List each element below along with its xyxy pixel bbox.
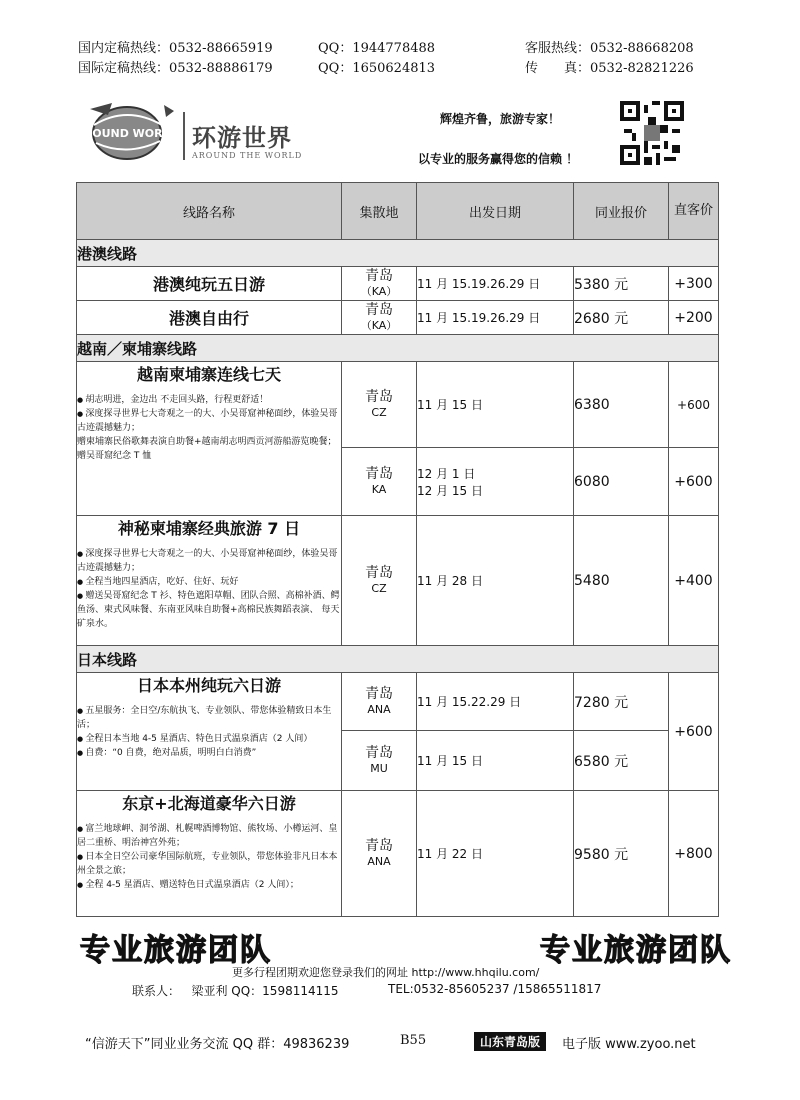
col-city: 集散地 (342, 183, 417, 240)
slogan-1: 辉煌齐鲁，旅游专家！ (440, 112, 561, 126)
route-name: 港澳自由行 (77, 301, 342, 335)
section-vn: 越南／柬埔寨线路 (77, 335, 719, 362)
city-cell: 青岛 ANA (342, 791, 417, 917)
section-jp: 日本线路 (77, 646, 719, 673)
price-cell: 2680 元 (574, 301, 669, 335)
qr-code-icon (620, 101, 684, 165)
dates-cell: 11 月 15.22.29 日 (417, 673, 574, 731)
route-detail (77, 362, 342, 516)
route-detail (77, 516, 342, 646)
brand-name-en: AROUND THE WORLD (192, 151, 303, 160)
globe-logo (82, 95, 177, 165)
dates-cell: 11 月 15 日 (417, 731, 574, 791)
col-price: 同业报价 (574, 183, 669, 240)
bullet: ● 深度探寻世界七大奇观之一的大、小吴哥窟神秘面纱，体验吴哥古迹震撼魅力； (77, 407, 341, 435)
direct-price-cell: +200 (669, 301, 719, 335)
bullet: ● 富兰地球岬、洞爷湖、札幌啤酒博物馆、熊牧场、小樽运河、皇居二重桥、明治神宫外苑； (77, 822, 341, 850)
qq-group: “信游天下”同业业务交流 QQ 群：49836239 (85, 1037, 350, 1052)
route-bullets (77, 704, 341, 760)
brand-name: 环游世界 (192, 123, 292, 152)
website-line: 更多行程团期欢迎您登录我们的网址 http://www.hhqilu.com/ (232, 966, 540, 979)
city-cell: 青岛 （KA） (342, 301, 417, 335)
site-url: 电子版 www.zyoo.net (562, 1037, 696, 1052)
qr-code (620, 101, 684, 165)
bullet: ● 全程日本当地 4-5 星酒店、特色日式温泉酒店（2 人间） (77, 732, 341, 746)
table-row (77, 516, 719, 646)
bullet: ● 深度探寻世界七大奇观之一的大、小吴哥窟神秘面纱，体验吴哥古迹震撼魅力； (77, 547, 341, 575)
table-row (77, 301, 719, 335)
col-route: 线路名称 (77, 183, 342, 240)
route-detail (77, 673, 342, 791)
price-cell: 7280 元 (574, 673, 669, 731)
contact-line: 联系人： 梁亚利 QQ：1598114115 (132, 984, 339, 998)
bullet: ● 自费：“0 自费，绝对品质，明明白白消费” (77, 746, 341, 760)
domestic-hotline: 国内定稿热线：0532-88665919 (78, 41, 273, 56)
bullet: ● 五星服务：全日空/东航执飞、专业领队、带您体验精致日本生活； (77, 704, 341, 732)
price-cell: 6580 元 (574, 731, 669, 791)
service-hotline: 客服热线：0532-88668208 (525, 41, 694, 56)
table-row (77, 267, 719, 301)
table-row (77, 673, 719, 731)
direct-price-cell: +600 (669, 362, 719, 448)
direct-price-cell: +600 (669, 448, 719, 516)
route-name: 港澳纯玩五日游 (77, 267, 342, 301)
domestic-qq: QQ：1944778488 (318, 41, 436, 56)
city-cell: 青岛 （KA） (342, 267, 417, 301)
table-header (77, 183, 719, 240)
slogan-2: 以专业的服务赢得您的信赖 ！ (418, 152, 579, 166)
svg-text:AROUND WORLD: AROUND WORLD (82, 127, 177, 140)
bullet: ● 赠送吴哥窟纪念 T 衫、特色遮阳草帽、团队合照、高棉补酒、鳄鱼汤、柬式风味餐、东南亚风味自助餐+高棉民族舞蹈表演、 每天矿泉水。 (77, 589, 341, 631)
page-number: B55 (400, 1033, 427, 1048)
city-cell: 青岛 KA (342, 448, 417, 516)
section-hk: 港澳线路 (77, 240, 719, 267)
bullet: ● 全程 4-5 星酒店、赠送特色日式温泉酒店（2 人间）； (77, 878, 341, 892)
brand-divider (183, 112, 185, 160)
table-row (77, 362, 719, 448)
dates-cell: 11 月 15 日 (417, 362, 574, 448)
direct-price-cell: +400 (669, 516, 719, 646)
route-title: 神秘柬埔寨经典旅游 7 日 (117, 519, 301, 538)
banner-left: 专业旅游团队 (80, 933, 272, 968)
dates-cell: 12 月 1 日 12 月 15 日 (417, 448, 574, 516)
banner-right: 专业旅游团队 (540, 933, 732, 968)
tel-line: TEL:0532-85605237 /15865511817 (388, 982, 602, 996)
city-cell: 青岛 CZ (342, 362, 417, 448)
price-cell: 9580 元 (574, 791, 669, 917)
route-price-table (76, 182, 719, 917)
edition-stamp: 山东青岛版 (474, 1032, 546, 1051)
direct-price-cell: +600 (669, 673, 719, 791)
bullet: ● 胡志明进，金边出 不走回头路，行程更舒适！ (77, 393, 341, 407)
dates-cell: 11 月 22 日 (417, 791, 574, 917)
intl-hotline: 国际定稿热线：0532-88886179 (78, 61, 273, 76)
bullet: 赠柬埔寨民俗歌舞表演自助餐+越南胡志明西贡河游船游览晚餐；赠吴哥窟纪念 T 恤 (77, 437, 337, 461)
direct-price-cell: +800 (669, 791, 719, 917)
dates-cell: 11 月 15.19.26.29 日 (417, 301, 574, 335)
route-title: 东京+北海道豪华六日游 (122, 794, 296, 813)
col-direct: 直客价 (669, 183, 719, 240)
route-bullets (77, 393, 341, 463)
fax-line: 传 真：0532-82821226 (525, 61, 694, 76)
table-row (77, 791, 719, 917)
col-dates: 出发日期 (417, 183, 574, 240)
price-cell: 5380 元 (574, 267, 669, 301)
direct-price-cell: +300 (669, 267, 719, 301)
price-cell: 6380 (574, 362, 669, 448)
dates-cell: 11 月 15.19.26.29 日 (417, 267, 574, 301)
bullet: ● 日本全日空公司豪华国际航班，专业领队，带您体验非凡日本本州全景之旅； (77, 850, 341, 878)
price-cell: 6080 (574, 448, 669, 516)
price-cell: 5480 (574, 516, 669, 646)
city-cell: 青岛 ANA (342, 673, 417, 731)
brand (192, 118, 302, 160)
route-bullets (77, 547, 341, 631)
route-title: 日本本州纯玩六日游 (136, 676, 281, 695)
globe-logo-icon (82, 95, 177, 165)
city-cell: 青岛 CZ (342, 516, 417, 646)
city-cell: 青岛 MU (342, 731, 417, 791)
route-bullets (77, 822, 341, 892)
dates-cell: 11 月 28 日 (417, 516, 574, 646)
route-detail (77, 791, 342, 917)
bullet: ● 全程当地四星酒店，吃好、住好、玩好 (77, 575, 341, 589)
intl-qq: QQ：1650624813 (318, 61, 436, 76)
route-title: 越南柬埔寨连线七天 (136, 365, 281, 384)
